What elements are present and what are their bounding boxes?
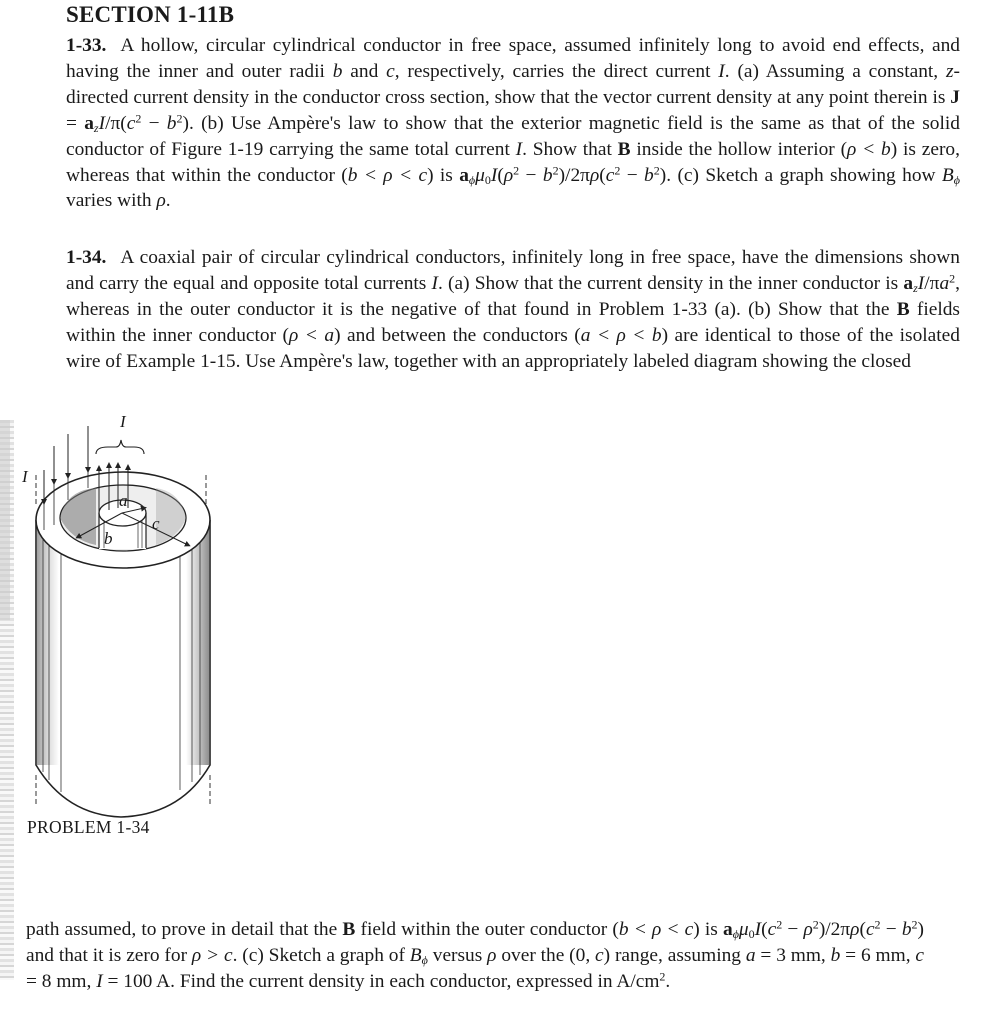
text-run-sub-it: ϕ [732,927,739,941]
text-run-bf: a [903,272,914,294]
text-run: ( [761,919,768,940]
text-run-it: b < ρ < c [347,164,428,186]
text-run: ) is zero, whereas that within the conductor ( [66,138,960,186]
text-run: ) range, assuming [603,944,746,966]
text-run: ( [497,164,504,186]
text-run-bf: a [722,919,733,940]
text-run-it: c [595,944,604,966]
text-run-it: c [605,164,615,186]
text-run-sup: 2 [176,111,183,126]
text-run: and [342,60,387,82]
text-run-sup: 2 [776,917,783,932]
text-run-it: c [386,60,395,82]
coaxial-cylinder-drawing [16,420,226,820]
text-run-it: ρ < a [289,324,335,346]
text-run-sub-it: ϕ [953,172,960,187]
text-run: over the (0, [496,944,596,966]
text-run: ( [859,919,866,940]
text-run-it: ρ [156,190,166,212]
text-run: A hollow, circular cylindrical conductor in free space, assumed infinitely long to avoid end effects, and having the inner and outer radii [66,35,960,82]
text-run-it: c [865,919,875,940]
text-run-it: b [166,112,177,134]
text-run-it: b [332,60,343,82]
text-run-sup: 2 [911,917,918,932]
text-run: = [66,112,85,134]
text-run: , whereas in the outer conductor it is the negative of that found in Problem 1-33 (a). (b) Show that the [66,272,961,320]
text-run-bf: J [950,86,960,108]
text-run-it: b < ρ < c [618,919,694,940]
scan-edge-artifact [0,420,14,980]
text-run-it: ρ > c [191,944,233,966]
text-run: − [141,112,167,134]
text-run-bf: a [459,164,469,186]
problem-number: 1-34. [66,247,107,268]
text-run: = 3 mm, [755,944,831,966]
text-run-sup: 2 [874,917,881,932]
text-run: field within the outer conductor ( [355,919,619,940]
text-run-it: μ [738,919,749,940]
text-run: . [665,970,671,992]
text-run-it: ρ [503,164,514,186]
text-run-it: I [96,970,103,992]
text-run-it: a [745,944,756,966]
label-current-outer: I [22,467,28,486]
text-run-sup: 2 [552,162,559,177]
label-current-inner: I [120,412,126,431]
text-run-bf: B [342,919,356,940]
problem-1-33 [66,33,960,214]
problem-text [66,35,960,211]
text-run-bf: B [617,138,631,160]
text-run: , respectively, carries the direct current [394,60,719,82]
text-run: ). (b) Use Ampère's law to show that the exterior magnetic field is the same as that of the solid conductor of Figure 1-19 carrying the same total current [66,112,960,160]
text-run-it: I [917,272,925,294]
text-run-it: b [901,919,912,940]
text-run-sub: 0 [748,927,755,941]
text-run: = 6 mm, [840,944,916,966]
text-run: )/2π [818,919,851,940]
text-run-it: μ [475,164,485,186]
text-run-sup: 2 [513,162,520,177]
text-run: . (c) Sketch a graph of [232,944,410,966]
text-run-it: c [126,112,136,134]
text-run-it: ρ [487,944,497,966]
coaxial-conductor-figure [16,412,226,820]
text-run-it: b [542,164,553,186]
text-run: − [880,919,902,940]
text-run: ( [599,164,606,186]
text-run: ) and between the conductors ( [334,324,581,346]
text-run: /π [924,272,940,294]
problem-number: 1-33. [66,35,107,56]
text-run: fields within the inner conductor ( [66,298,960,346]
text-run: = 8 mm, [26,970,97,992]
text-run: versus [427,944,488,966]
text-run-it: b [644,164,654,186]
text-run: inside the hollow interior ( [630,138,848,160]
text-run: = 100 A. Find the current density in each conductor, expressed in A/cm [102,970,660,992]
text-run-it: I [754,919,762,940]
text-run: )/2π [558,164,590,186]
text-run-it: I [431,272,438,294]
text-run-it: c [915,944,925,966]
text-run-bf: B [896,298,910,320]
text-run-it: I [718,60,725,82]
text-run-it: a < ρ < b [580,324,662,346]
text-run-sub: 0 [484,172,491,187]
text-run-it: ρ [803,919,813,940]
problem-text [26,919,924,992]
text-run: varies with [66,190,157,212]
text-run-sub-it: ϕ [421,952,428,967]
figure-caption: PROBLEM 1-34 [27,817,150,837]
text-run-it: B [941,164,954,186]
text-run: A coaxial pair of circular cylindrical conductors, infinitely long in free space, have the dimensions shown and carry the equal and opposite total currents [66,247,960,294]
text-run-bf: a [84,112,94,134]
text-run-it: I [515,138,523,160]
text-run-sup: 2 [812,917,819,932]
text-run: ) is [693,919,723,940]
section-title: SECTION 1-11B [66,2,235,27]
text-run-sup: 2 [653,162,660,177]
text-run: . (a) Show that the current density in the inner conductor is [437,272,904,294]
text-run: ) is [427,164,460,186]
text-run-sup: 2 [614,162,621,177]
text-run-sub-it: z [913,280,918,295]
text-run: − [782,919,804,940]
text-run-it: c [767,919,777,940]
text-run-it: B [409,944,422,966]
text-run-it: ρ [589,164,600,186]
text-run-it: I [490,164,498,186]
text-run: ) are identical to those of the isolated wire of Example 1-15. Use Ampère's law, together with an appropriately labeled diagram showing the closed [66,324,960,372]
text-run: /π( [105,112,127,134]
text-run: . Show that [522,138,618,160]
text-run-it: ρ [850,919,860,940]
problem-1-34-continued [26,917,924,995]
text-run-it: a [939,272,950,294]
text-run-sub-it: z [93,120,99,135]
text-run-it: b [830,944,841,966]
text-run-sup: 2 [949,271,956,286]
text-run: . [165,190,171,212]
current-brace [96,440,144,454]
label-radius-b: b [104,529,113,548]
text-run-sup: 2 [135,111,142,126]
text-run: ). (c) Sketch a graph showing how [659,164,942,186]
text-run: − [519,164,543,186]
text-run: path assumed, to prove in detail that the [26,919,343,940]
text-run-sub-it: ϕ [468,172,476,187]
text-run-it: z [946,60,954,82]
label-radius-c: c [152,514,160,533]
problem-text [66,247,960,372]
problem-1-34 [66,245,960,375]
text-run-it: ρ < b [847,138,891,160]
text-run-it: I [98,112,106,134]
text-run-sup: 2 [659,969,666,984]
text-run: ) and that it is zero for [26,919,924,966]
text-run: -directed current density in the conductor cross section, show that the vector current density at any point therein is [66,60,961,108]
label-radius-a: a [119,491,128,510]
text-run: − [620,164,645,186]
text-run: . (a) Assuming a constant, [724,60,946,82]
